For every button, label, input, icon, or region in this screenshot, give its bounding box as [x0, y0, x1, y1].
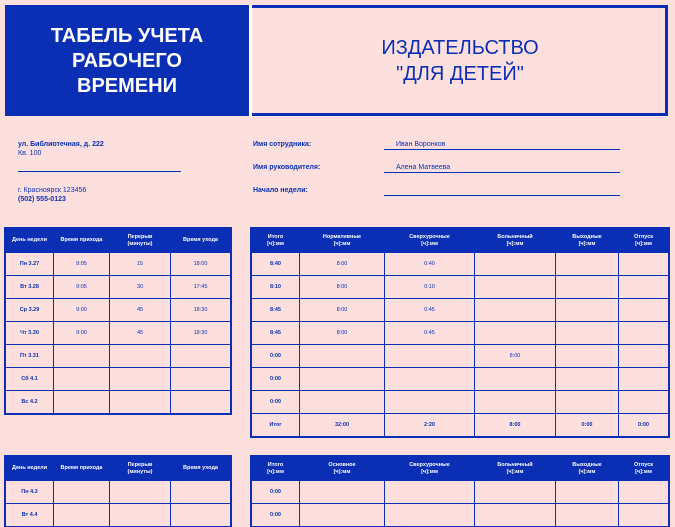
table-cell[interactable]: 45	[110, 322, 171, 345]
table-cell[interactable]	[556, 276, 619, 299]
address-apt: Кв. 100	[18, 150, 42, 157]
column-header: Больничный [ч]:мм	[475, 457, 556, 481]
table-cell[interactable]	[556, 368, 619, 391]
column-header: Сверхурочные [ч]:мм	[385, 229, 475, 253]
table-cell[interactable]	[54, 345, 110, 368]
column-header: День недели	[6, 229, 54, 253]
column-header: Больничный [ч]:мм	[475, 229, 556, 253]
table-header-row	[252, 457, 669, 481]
table-cell[interactable]: 18:00	[171, 253, 231, 276]
table-header-row	[6, 229, 231, 253]
table-cell[interactable]	[171, 345, 231, 368]
table-row	[6, 276, 231, 299]
table-cell[interactable]: Пт 3.31	[6, 345, 54, 368]
column-header: Выходные [ч]:мм	[556, 229, 619, 253]
table-cell[interactable]	[619, 504, 669, 527]
table-row	[252, 322, 669, 345]
table-row	[6, 391, 231, 414]
table-cell[interactable]	[556, 481, 619, 504]
table-cell[interactable]	[556, 322, 619, 345]
table-header-row	[6, 457, 231, 481]
table-cell[interactable]	[475, 276, 556, 299]
column-header: Время ухода	[171, 229, 231, 253]
table-cell[interactable]: 0:00	[252, 391, 300, 414]
column-header: Итого [ч]:мм	[252, 229, 300, 253]
table-cell[interactable]	[300, 391, 385, 414]
table-row	[6, 481, 231, 504]
table-cell[interactable]	[110, 345, 171, 368]
table-cell[interactable]	[300, 481, 385, 504]
manager-label: Имя руководителя:	[253, 164, 321, 171]
employee-label: Имя сотрудника:	[253, 141, 312, 148]
table-cell[interactable]	[54, 391, 110, 414]
column-header: Нормативные [ч]:мм	[300, 229, 385, 253]
address-divider	[18, 171, 181, 172]
table-cell[interactable]	[475, 391, 556, 414]
column-header: Выходные [ч]:мм	[556, 457, 619, 481]
table-cell[interactable]: 8:10	[252, 276, 300, 299]
address-phone: (502) 555-0123	[18, 196, 66, 203]
table-cell[interactable]	[556, 345, 619, 368]
table-row	[6, 253, 231, 276]
table-row	[6, 368, 231, 391]
table-cell[interactable]	[475, 253, 556, 276]
table-cell[interactable]: 8:00	[300, 276, 385, 299]
table-cell[interactable]	[171, 504, 231, 527]
employee-underline	[384, 149, 620, 150]
manager-field[interactable]: Алена Матвеева	[396, 164, 451, 171]
table-cell[interactable]: 9:05	[54, 276, 110, 299]
week-start-label: Начало недели:	[253, 187, 308, 194]
column-header: Время ухода	[171, 457, 231, 481]
title-panel	[5, 5, 252, 116]
table-cell[interactable]	[556, 504, 619, 527]
table-cell[interactable]: 0:00	[252, 481, 300, 504]
table-cell[interactable]	[475, 299, 556, 322]
table-cell[interactable]	[619, 391, 669, 414]
table-cell[interactable]: 45	[110, 299, 171, 322]
table-cell[interactable]: 0:10	[385, 276, 475, 299]
employee-field[interactable]: Иван Воронков	[396, 141, 446, 148]
week-start-underline	[384, 195, 620, 196]
table-cell[interactable]: 0:00	[252, 345, 300, 368]
week2-hours-table	[251, 456, 669, 527]
table-cell[interactable]	[110, 481, 171, 504]
table-cell[interactable]: Пн 4.3	[6, 481, 54, 504]
table-row	[6, 345, 231, 368]
table-cell[interactable]: Вт 4.4	[6, 504, 54, 527]
table-row	[252, 253, 669, 276]
table-cell[interactable]: 8:00	[300, 322, 385, 345]
total-cell: 2:20	[385, 414, 475, 437]
table-row	[252, 368, 669, 391]
total-cell: Итог	[252, 414, 300, 437]
table-cell[interactable]	[54, 504, 110, 527]
week2-time-table	[5, 456, 231, 527]
table-cell[interactable]	[556, 299, 619, 322]
table-row	[252, 481, 669, 504]
table-cell[interactable]: 15	[110, 253, 171, 276]
column-header: Сверхурочные [ч]:мм	[385, 457, 475, 481]
table-cell[interactable]: Чт 3.30	[6, 322, 54, 345]
table-cell[interactable]	[556, 253, 619, 276]
table-cell[interactable]	[300, 368, 385, 391]
table-cell[interactable]: Ср 3.29	[6, 299, 54, 322]
total-cell: 8:00	[475, 414, 556, 437]
table-row	[6, 504, 231, 527]
column-header: Время прихода	[54, 457, 110, 481]
table-cell[interactable]	[54, 481, 110, 504]
address-city: г. Красноярск 123456	[18, 187, 87, 194]
table-cell[interactable]	[385, 481, 475, 504]
table-cell[interactable]: 0:40	[385, 253, 475, 276]
column-header: День недели	[6, 457, 54, 481]
table-row	[252, 299, 669, 322]
table-cell[interactable]	[110, 368, 171, 391]
table-cell[interactable]	[171, 391, 231, 414]
table-cell[interactable]	[385, 504, 475, 527]
table-cell[interactable]	[556, 391, 619, 414]
table-cell[interactable]: 8:00	[300, 253, 385, 276]
table-row	[6, 322, 231, 345]
table-cell[interactable]	[619, 481, 669, 504]
table-cell[interactable]: Вс 4.2	[6, 391, 54, 414]
table-cell[interactable]	[54, 368, 110, 391]
table-cell[interactable]: 9:00	[54, 322, 110, 345]
manager-underline	[384, 172, 620, 173]
table-cell[interactable]: 18:30	[171, 322, 231, 345]
table-row	[252, 504, 669, 527]
table-cell[interactable]: 0:45	[385, 299, 475, 322]
table-cell[interactable]	[475, 504, 556, 527]
column-header: Итого [ч]:мм	[252, 457, 300, 481]
table-row	[6, 299, 231, 322]
week1-hours-table	[251, 228, 669, 437]
table-cell[interactable]: 0:00	[252, 504, 300, 527]
table-cell[interactable]: 8:45	[252, 322, 300, 345]
table-cell[interactable]	[110, 391, 171, 414]
table-cell[interactable]: 0:00	[252, 368, 300, 391]
table-cell[interactable]: 0:45	[385, 322, 475, 345]
table-cell[interactable]	[619, 299, 669, 322]
table-cell[interactable]	[385, 368, 475, 391]
table-cell[interactable]	[171, 481, 231, 504]
column-header: Основное [ч]:мм	[300, 457, 385, 481]
table-cell[interactable]	[385, 391, 475, 414]
table-header-row	[252, 229, 669, 253]
table-cell[interactable]: Пн 3.27	[6, 253, 54, 276]
column-header: Перерыв (минуты)	[110, 457, 171, 481]
table-cell[interactable]: 8:40	[252, 253, 300, 276]
table-cell[interactable]: 9:05	[54, 253, 110, 276]
table-cell[interactable]	[300, 345, 385, 368]
total-cell: 32:00	[300, 414, 385, 437]
table-cell[interactable]: 30	[110, 276, 171, 299]
total-cell: 0:00	[619, 414, 669, 437]
table-cell[interactable]: 18:30	[171, 299, 231, 322]
column-header: Отпуск [ч]:мм	[619, 457, 669, 481]
table-cell[interactable]	[619, 276, 669, 299]
total-cell: 0:00	[556, 414, 619, 437]
table-cell[interactable]	[475, 322, 556, 345]
table-cell[interactable]	[385, 345, 475, 368]
week1-time-table	[5, 228, 231, 414]
table-cell[interactable]	[475, 368, 556, 391]
table-cell[interactable]: 17:45	[171, 276, 231, 299]
company-name: ИЗДАТЕЛЬСТВО "ДЛЯ ДЕТЕЙ"	[381, 37, 539, 85]
table-cell[interactable]	[619, 345, 669, 368]
table-cell[interactable]	[300, 504, 385, 527]
column-header: Отпуск [ч]:мм	[619, 229, 669, 253]
table-cell[interactable]	[110, 504, 171, 527]
table-cell[interactable]	[171, 368, 231, 391]
column-header: Время прихода	[54, 229, 110, 253]
table-cell[interactable]: Вт 3.28	[6, 276, 54, 299]
table-cell[interactable]: 8:00	[475, 345, 556, 368]
table-cell[interactable]	[619, 322, 669, 345]
address-street: ул. Библиотечная, д. 222	[18, 141, 104, 148]
table-cell[interactable]: Сб 4.1	[6, 368, 54, 391]
table-row	[252, 391, 669, 414]
table-cell[interactable]	[619, 368, 669, 391]
table-cell[interactable]: 8:45	[252, 299, 300, 322]
table-row	[252, 345, 669, 368]
table-cell[interactable]: 8:00	[300, 299, 385, 322]
totals-row	[252, 414, 669, 437]
page-title: ТАБЕЛЬ УЧЕТА РАБОЧЕГО ВРЕМЕНИ	[50, 25, 204, 97]
table-cell[interactable]	[475, 481, 556, 504]
table-cell[interactable]: 9:00	[54, 299, 110, 322]
column-header: Перерыв (минуты)	[110, 229, 171, 253]
table-row	[252, 276, 669, 299]
table-cell[interactable]	[619, 253, 669, 276]
